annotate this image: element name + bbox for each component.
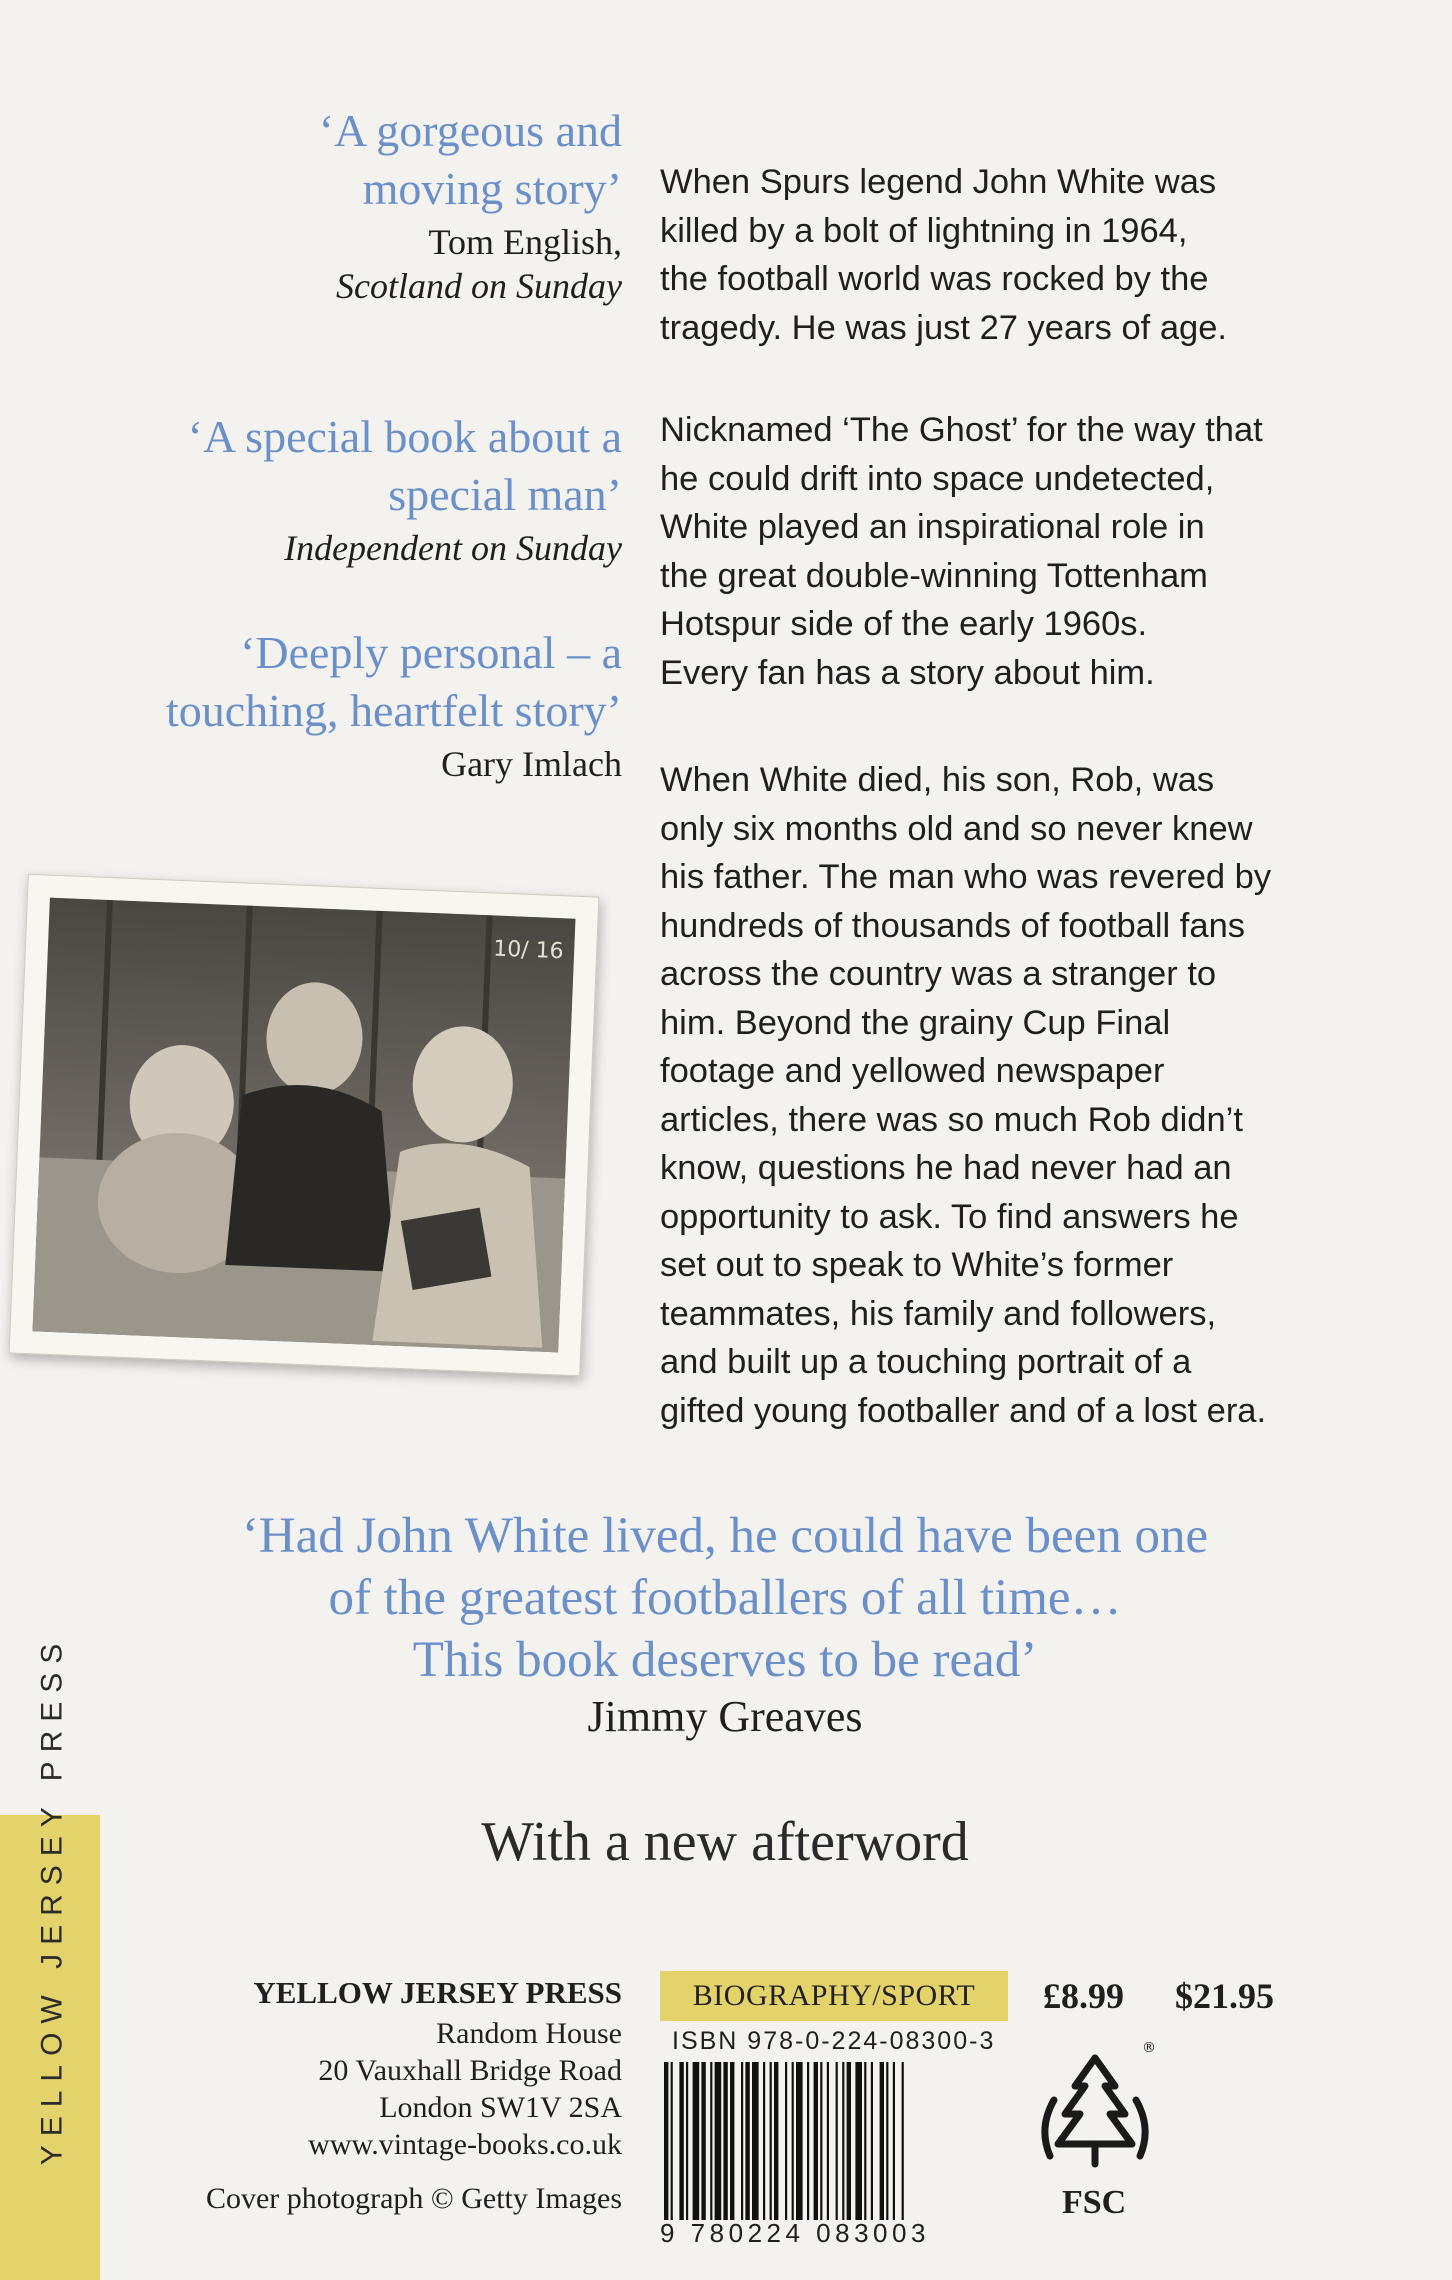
blurb-line: and built up a touching portrait of a bbox=[660, 1343, 1192, 1381]
quote-author: Tom English, bbox=[428, 222, 622, 262]
featured-quote-line: ‘Had John White lived, he could have been one bbox=[241, 1508, 1209, 1564]
blurb-line: gifted young footballer and of a lost era. bbox=[660, 1391, 1267, 1430]
blurb-line: only six months old and so never knew bbox=[660, 809, 1253, 848]
featured-quote bbox=[60, 1505, 1390, 1691]
blurb-line: the football world was rocked by the bbox=[660, 260, 1209, 298]
review-quote-3 bbox=[166, 624, 622, 786]
spine-label bbox=[18, 1634, 86, 2166]
review-quote-1 bbox=[319, 102, 622, 308]
barcode-digits: 9 780224 083003 bbox=[660, 2218, 930, 2248]
quote-line: ‘Deeply personal – a bbox=[240, 627, 622, 678]
fsc-label: FSC bbox=[1062, 2184, 1127, 2221]
blurb-line: killed by a bolt of lightning in 1964, bbox=[660, 211, 1188, 250]
price-gbp: £8.99 bbox=[1043, 1976, 1124, 2016]
registered-mark: ® bbox=[1142, 2040, 1156, 2056]
blurb-line: him. Beyond the grainy Cup Final bbox=[660, 1003, 1171, 1042]
blurb-line: know, questions he had never had an bbox=[660, 1149, 1232, 1187]
isbn-text: ISBN 978-0-224-08300-3 bbox=[672, 2027, 996, 2055]
blurb-line: When Spurs legend John White was bbox=[660, 163, 1217, 201]
blurb-line: White played an inspirational role in bbox=[660, 508, 1205, 546]
blurb-line: opportunity to ask. To find answers he bbox=[660, 1197, 1239, 1236]
blurb-line: his father. The man who was revered by bbox=[660, 858, 1272, 896]
photo-image bbox=[33, 898, 576, 1353]
quote-line: touching, heartfelt story’ bbox=[165, 685, 622, 736]
publisher-address-line: 20 Vauxhall Bridge Road bbox=[318, 2054, 622, 2087]
quote-line: ‘A gorgeous and bbox=[318, 105, 622, 156]
blurb-paragraph-2 bbox=[660, 406, 1420, 697]
featured-quote-line: of the greatest footballers of all time… bbox=[328, 1570, 1122, 1626]
review-quote-2 bbox=[188, 408, 622, 570]
spine-text: YELLOW JERSEY PRESS bbox=[35, 1634, 69, 2166]
quote-line: special man’ bbox=[388, 469, 622, 520]
afterword-note: With a new afterword bbox=[481, 1811, 969, 1873]
photo-stamp: 10/ 16 bbox=[492, 936, 565, 965]
barcode-image bbox=[660, 2062, 1000, 2220]
quote-source: Scotland on Sunday bbox=[336, 266, 622, 306]
publisher-website: www.vintage-books.co.uk bbox=[308, 2128, 622, 2161]
blurb-line: Nicknamed ‘The Ghost’ for the way that bbox=[660, 411, 1263, 449]
publisher-address-line: London SW1V 2SA bbox=[379, 2091, 622, 2124]
blurb-line: When White died, his son, Rob, was bbox=[660, 761, 1215, 799]
blurb-line: across the country was a stranger to bbox=[660, 955, 1217, 993]
family-photograph bbox=[9, 874, 600, 1377]
featured-quote-author: Jimmy Greaves bbox=[587, 1692, 863, 1741]
quote-line: ‘A special book about a bbox=[187, 411, 622, 462]
photo-credit: Cover photograph © Getty Images bbox=[205, 2182, 622, 2215]
price-usd: $21.95 bbox=[1175, 1976, 1274, 2016]
featured-quote-line: This book deserves to be read’ bbox=[412, 1632, 1038, 1688]
blurb-line: he could drift into space undetected, bbox=[660, 459, 1215, 498]
quote-line: moving story’ bbox=[362, 163, 622, 214]
blurb-line: hundreds of thousands of football fans bbox=[660, 906, 1246, 945]
blurb-line: Every fan has a story about him. bbox=[660, 653, 1155, 692]
publisher-info bbox=[253, 1974, 622, 2163]
blurb-line: set out to speak to White’s former bbox=[660, 1246, 1174, 1284]
blurb-line: Hotspur side of the early 1960s. bbox=[660, 605, 1148, 643]
category-label: BIOGRAPHY/SPORT bbox=[660, 1971, 1008, 2021]
quote-source: Independent on Sunday bbox=[284, 528, 622, 568]
blurb-line: the great double-winning Tottenham bbox=[660, 556, 1208, 595]
blurb-line: footage and yellowed newspaper bbox=[660, 1052, 1165, 1090]
blurb-line: tragedy. He was just 27 years of age. bbox=[660, 308, 1227, 347]
publisher-address-line: Random House bbox=[436, 2017, 622, 2050]
blurb-paragraph-1 bbox=[660, 158, 1420, 352]
publisher-name: YELLOW JERSEY PRESS bbox=[253, 1975, 622, 2010]
quote-author: Gary Imlach bbox=[441, 744, 622, 784]
blurb-paragraph-3 bbox=[660, 756, 1420, 1435]
blurb-line: teammates, his family and followers, bbox=[660, 1294, 1217, 1333]
fsc-tree-icon bbox=[1030, 2038, 1160, 2178]
blurb-line: articles, there was so much Rob didn’t bbox=[660, 1100, 1243, 1139]
